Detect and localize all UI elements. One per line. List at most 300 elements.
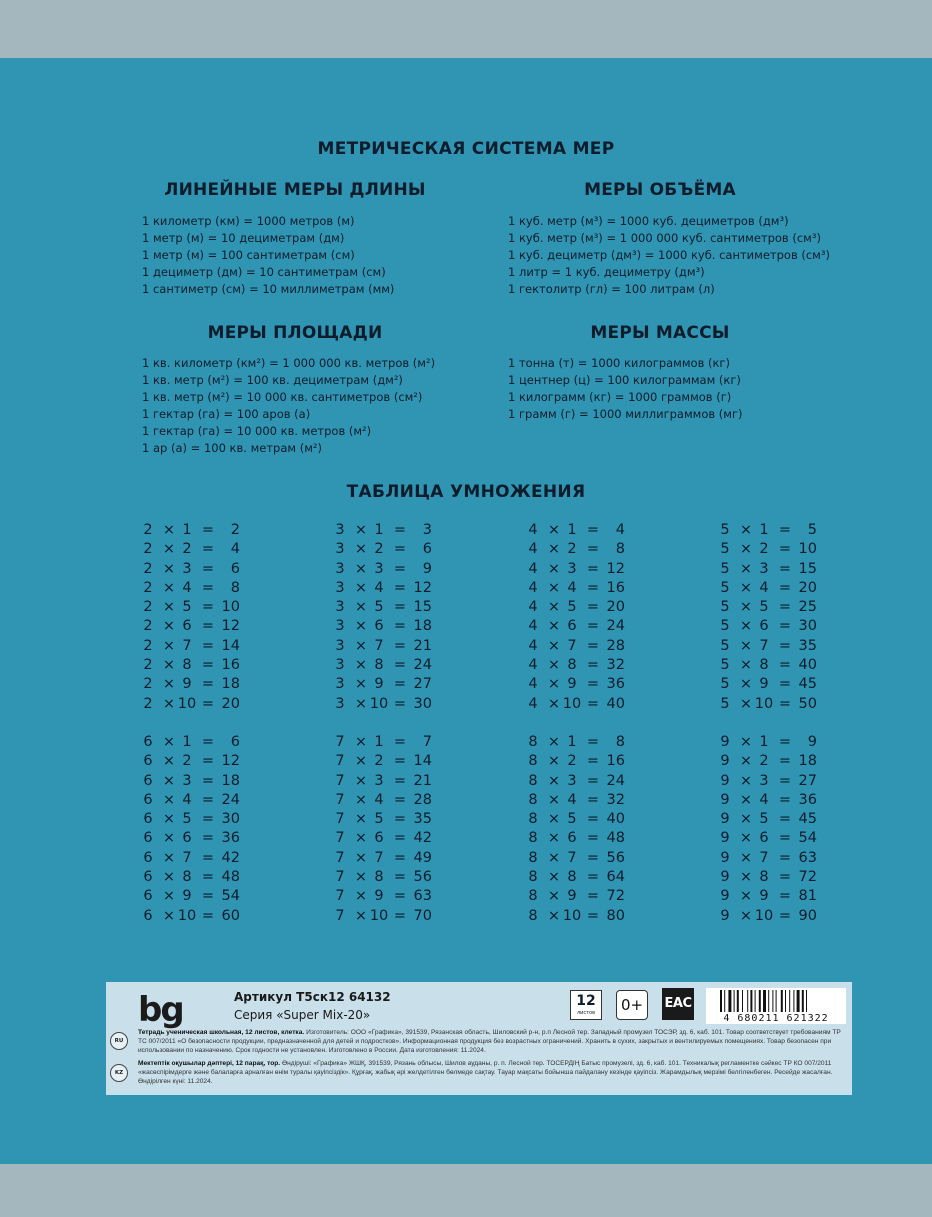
mult-factor-a: 4 — [528, 618, 538, 635]
times-sign: × — [547, 599, 561, 616]
barcode-bar — [742, 990, 743, 1012]
times-sign: × — [162, 676, 176, 693]
times-sign: × — [739, 888, 753, 905]
times-sign: × — [547, 888, 561, 905]
mult-result: 18 — [221, 772, 240, 789]
area-line: 1 ар (а) = 100 кв. метрам (м²) — [142, 441, 322, 455]
mult-factor-a: 2 — [143, 695, 153, 712]
equals-sign: = — [201, 579, 215, 596]
mult-factor-b: 4 — [182, 579, 192, 596]
equals-sign: = — [201, 657, 215, 674]
times-sign: × — [354, 637, 368, 654]
times-sign: × — [162, 579, 176, 596]
mult-row — [527, 638, 627, 657]
sheets-count-badge — [570, 990, 602, 1020]
mult-factor-a: 7 — [335, 849, 345, 866]
equals-sign: = — [201, 541, 215, 558]
mult-factor-b: 3 — [567, 772, 577, 789]
equals-sign: = — [201, 869, 215, 886]
mult-factor-a: 5 — [720, 657, 730, 674]
mult-factor-b: 10 — [562, 907, 582, 924]
mult-result: 54 — [221, 888, 240, 905]
equals-sign: = — [201, 637, 215, 654]
equals-sign: = — [393, 695, 407, 712]
equals-sign: = — [586, 618, 600, 635]
barcode-bar — [759, 990, 761, 1012]
equals-sign: = — [778, 907, 792, 924]
mult-row — [719, 580, 819, 599]
mult-factor-b: 4 — [374, 579, 384, 596]
mult-factor-a: 3 — [335, 618, 345, 635]
mult-row — [719, 599, 819, 618]
mult-result: 49 — [413, 849, 432, 866]
mult-factor-b: 5 — [374, 599, 384, 616]
mult-result: 42 — [413, 830, 432, 847]
mult-row — [334, 561, 434, 580]
mult-result: 12 — [221, 618, 240, 635]
equals-sign: = — [201, 695, 215, 712]
equals-sign: = — [586, 734, 600, 750]
mult-row — [527, 657, 627, 676]
mult-factor-b: 3 — [374, 772, 384, 789]
mult-result: 32 — [606, 657, 625, 674]
equals-sign: = — [201, 849, 215, 866]
barcode-bar — [747, 990, 748, 1012]
barcode-bar — [755, 990, 756, 1012]
mult-result: 64 — [606, 869, 625, 886]
times-sign: × — [739, 560, 753, 577]
times-sign: × — [162, 849, 176, 866]
mult-factor-b: 5 — [759, 599, 769, 616]
mult-factor-b: 2 — [182, 753, 192, 770]
mult-row — [142, 830, 242, 849]
times-sign: × — [354, 560, 368, 577]
times-sign: × — [162, 657, 176, 674]
mult-factor-b: 7 — [182, 637, 192, 654]
mult-factor-a: 7 — [335, 791, 345, 808]
mult-factor-a: 6 — [143, 791, 153, 808]
mult-factor-a: 6 — [143, 830, 153, 847]
mult-factor-b: 4 — [182, 791, 192, 808]
mult-row — [719, 618, 819, 637]
mult-result: 45 — [798, 811, 817, 828]
mult-result: 63 — [798, 849, 817, 866]
mult-factor-b: 5 — [567, 811, 577, 828]
mult-factor-b: 6 — [182, 830, 192, 847]
mult-factor-b: 7 — [759, 849, 769, 866]
mult-factor-a: 7 — [335, 753, 345, 770]
mult-factor-a: 3 — [335, 657, 345, 674]
times-sign: × — [162, 522, 176, 538]
mult-factor-b: 1 — [759, 734, 769, 750]
mult-row — [719, 696, 819, 715]
times-sign: × — [739, 772, 753, 789]
times-sign: × — [354, 753, 368, 770]
times-sign: × — [162, 791, 176, 808]
mult-result: 40 — [606, 695, 625, 712]
mult-row — [719, 541, 819, 560]
mult-row — [142, 696, 242, 715]
mult-row — [142, 522, 242, 541]
barcode-bar — [734, 990, 735, 1012]
ru-product-name: Тетрадь ученическая школьная, 12 листов, клетка. — [138, 1029, 305, 1036]
mult-factor-b: 8 — [374, 657, 384, 674]
equals-sign: = — [778, 541, 792, 558]
mult-result: 18 — [798, 753, 817, 770]
mult-row — [527, 618, 627, 637]
mult-result: 16 — [606, 579, 625, 596]
mult-factor-a: 2 — [143, 676, 153, 693]
mult-factor-a: 2 — [143, 637, 153, 654]
mult-factor-a: 4 — [528, 560, 538, 577]
mult-result: 63 — [413, 888, 432, 905]
mult-factor-a: 8 — [528, 772, 538, 789]
mult-factor-a: 7 — [335, 907, 345, 924]
length-line: 1 километр (км) = 1000 метров (м) — [142, 214, 355, 228]
mult-row — [527, 888, 627, 907]
mult-factor-a: 5 — [720, 695, 730, 712]
mult-row — [334, 522, 434, 541]
equals-sign: = — [393, 522, 407, 538]
mult-factor-b: 5 — [182, 811, 192, 828]
times-sign: × — [547, 541, 561, 558]
mult-factor-b: 1 — [182, 522, 192, 538]
mult-factor-a: 6 — [143, 849, 153, 866]
mult-factor-b: 9 — [759, 676, 769, 693]
mult-factor-a: 7 — [335, 888, 345, 905]
equals-sign: = — [393, 560, 407, 577]
mult-factor-b: 2 — [759, 753, 769, 770]
mult-factor-a: 5 — [720, 579, 730, 596]
mult-row — [527, 792, 627, 811]
mult-result: 30 — [798, 618, 817, 635]
equals-sign: = — [586, 907, 600, 924]
volume-line: 1 куб. дециметр (дм³) = 1000 куб. сантиметров (см³) — [508, 248, 830, 262]
mult-factor-a: 4 — [528, 579, 538, 596]
mult-result: 14 — [221, 637, 240, 654]
mult-row — [142, 618, 242, 637]
times-sign: × — [547, 772, 561, 789]
times-sign: × — [547, 522, 561, 538]
equals-sign: = — [393, 772, 407, 789]
barcode-bar — [772, 990, 773, 1012]
mult-row — [334, 676, 434, 695]
ru-description — [138, 1029, 846, 1055]
times-sign: × — [162, 772, 176, 789]
mult-result: 56 — [413, 869, 432, 886]
mult-factor-b: 9 — [567, 888, 577, 905]
equals-sign: = — [586, 772, 600, 789]
mult-row — [334, 811, 434, 830]
mult-factor-b: 10 — [369, 695, 389, 712]
times-sign: × — [547, 907, 561, 924]
kz-details: Өндіруші: «Графика» ЖШҚ, 391539, Рязань облысы, Шилов ауданы, р. п. Лесной тер. ТОСЕРДІҢ Батыс промузелі, зд. 6, каб. 101. Техникалық регламентке сәйкес ТР КО 007/2011 «жасөспірімдерге және балаларға арналған өнім туралы қауіпсіздік». Құрғақ, жабық әрі желдетілген бөлмеде сақтау. Тауар мақсаты бойынша пайдалану кезінде қауіпсіз. Жарамдылық мерзімі белгіленбеген. Ресейде жасалған. Өндірілген күні: 11.2024. — [138, 1060, 833, 1085]
times-sign: × — [547, 579, 561, 596]
times-sign: × — [547, 791, 561, 808]
times-sign: × — [547, 734, 561, 750]
times-sign: × — [354, 907, 368, 924]
times-sign: × — [739, 541, 753, 558]
equals-sign: = — [586, 791, 600, 808]
times-sign: × — [547, 811, 561, 828]
mult-factor-b: 1 — [567, 734, 577, 750]
mult-factor-a: 4 — [528, 676, 538, 693]
equals-sign: = — [778, 599, 792, 616]
equals-sign: = — [586, 522, 600, 538]
mult-result: 6 — [422, 541, 432, 558]
equals-sign: = — [778, 772, 792, 789]
mult-result: 8 — [230, 579, 240, 596]
barcode-bar — [797, 990, 800, 1012]
equals-sign: = — [586, 849, 600, 866]
mult-factor-a: 5 — [720, 676, 730, 693]
mult-result: 28 — [413, 791, 432, 808]
mult-factor-b: 2 — [567, 541, 577, 558]
times-sign: × — [547, 637, 561, 654]
mult-row — [142, 811, 242, 830]
mass-line: 1 тонна (т) = 1000 килограммов (кг) — [508, 356, 730, 370]
times-sign: × — [739, 753, 753, 770]
mult-result: 35 — [798, 637, 817, 654]
mult-factor-a: 4 — [528, 657, 538, 674]
barcode-bar — [789, 990, 790, 1012]
mult-factor-b: 9 — [567, 676, 577, 693]
mult-factor-a: 2 — [143, 522, 153, 538]
mult-factor-b: 2 — [182, 541, 192, 558]
mult-row — [142, 850, 242, 869]
mult-row — [527, 753, 627, 772]
mult-result: 40 — [798, 657, 817, 674]
mult-result: 20 — [798, 579, 817, 596]
times-sign: × — [547, 695, 561, 712]
mult-result: 4 — [615, 522, 625, 538]
mass-line: 1 килограмм (кг) = 1000 граммов (г) — [508, 390, 732, 404]
mult-result: 6 — [230, 734, 240, 750]
mult-row — [334, 908, 434, 927]
times-sign: × — [162, 637, 176, 654]
length-list — [142, 213, 394, 298]
mult-factor-a: 6 — [143, 734, 153, 750]
times-sign: × — [739, 676, 753, 693]
mult-factor-b: 6 — [182, 618, 192, 635]
mult-factor-a: 9 — [720, 830, 730, 847]
times-sign: × — [354, 849, 368, 866]
times-sign: × — [354, 522, 368, 538]
section-title-area: МЕРЫ ПЛОЩАДИ — [207, 323, 383, 343]
equals-sign: = — [393, 869, 407, 886]
times-sign: × — [354, 869, 368, 886]
mult-factor-b: 10 — [177, 907, 197, 924]
mult-factor-b: 7 — [182, 849, 192, 866]
mult-row — [527, 773, 627, 792]
mult-factor-b: 4 — [759, 791, 769, 808]
mult-factor-b: 1 — [374, 522, 384, 538]
mult-factor-a: 6 — [143, 753, 153, 770]
mult-row — [334, 599, 434, 618]
mult-factor-b: 3 — [182, 560, 192, 577]
mult-row — [719, 657, 819, 676]
mult-result: 16 — [221, 657, 240, 674]
mult-factor-a: 2 — [143, 657, 153, 674]
mult-factor-a: 9 — [720, 869, 730, 886]
mult-factor-b: 1 — [374, 734, 384, 750]
times-sign: × — [354, 734, 368, 750]
mult-block-8 — [527, 734, 627, 927]
mult-result: 6 — [230, 560, 240, 577]
mult-factor-a: 5 — [720, 637, 730, 654]
mult-factor-b: 6 — [567, 830, 577, 847]
mult-row — [719, 869, 819, 888]
equals-sign: = — [201, 734, 215, 750]
mult-factor-a: 4 — [528, 637, 538, 654]
mult-factor-a: 8 — [528, 888, 538, 905]
multiplication-title: ТАБЛИЦА УМНОЖЕНИЯ — [346, 482, 586, 502]
mult-result: 12 — [606, 560, 625, 577]
mult-factor-b: 8 — [182, 869, 192, 886]
mult-factor-b: 10 — [754, 695, 774, 712]
mult-factor-a: 2 — [143, 560, 153, 577]
times-sign: × — [739, 830, 753, 847]
mult-result: 4 — [230, 541, 240, 558]
barcode-bar — [785, 990, 786, 1012]
sheets-number: 12 — [576, 993, 596, 1009]
sheets-word: листов — [576, 1010, 596, 1016]
kz-product-name: Мектептік оқушылар дәптері, 12 парақ, тор. — [138, 1060, 281, 1067]
equals-sign: = — [778, 849, 792, 866]
mult-result: 9 — [422, 560, 432, 577]
equals-sign: = — [778, 753, 792, 770]
equals-sign: = — [201, 676, 215, 693]
equals-sign: = — [778, 657, 792, 674]
mult-row — [527, 676, 627, 695]
equals-sign: = — [586, 695, 600, 712]
mult-factor-b: 8 — [374, 869, 384, 886]
mult-row — [719, 734, 819, 753]
mult-row — [527, 850, 627, 869]
mult-factor-b: 2 — [374, 753, 384, 770]
barcode-bar — [724, 990, 725, 1012]
equals-sign: = — [201, 791, 215, 808]
mult-row — [527, 599, 627, 618]
mult-factor-a: 8 — [528, 734, 538, 750]
equals-sign: = — [586, 657, 600, 674]
kz-description — [138, 1060, 846, 1086]
mult-factor-a: 8 — [528, 830, 538, 847]
mult-factor-a: 8 — [528, 753, 538, 770]
equals-sign: = — [393, 907, 407, 924]
equals-sign: = — [201, 888, 215, 905]
mult-block-4 — [527, 522, 627, 715]
mult-result: 21 — [413, 637, 432, 654]
times-sign: × — [739, 791, 753, 808]
mult-factor-b: 5 — [567, 599, 577, 616]
times-sign: × — [739, 618, 753, 635]
times-sign: × — [354, 579, 368, 596]
area-line: 1 кв. километр (км²) = 1 000 000 кв. метров (м²) — [142, 356, 436, 370]
mult-row — [527, 561, 627, 580]
barcode-bar — [750, 990, 752, 1012]
equals-sign: = — [778, 522, 792, 538]
mult-result: 3 — [422, 522, 432, 538]
mult-factor-a: 9 — [720, 791, 730, 808]
barcode-bar — [802, 990, 804, 1012]
mult-factor-a: 8 — [528, 791, 538, 808]
mult-row — [527, 908, 627, 927]
equals-sign: = — [586, 676, 600, 693]
equals-sign: = — [201, 772, 215, 789]
mult-factor-b: 4 — [374, 791, 384, 808]
mult-factor-b: 6 — [567, 618, 577, 635]
mult-factor-b: 7 — [759, 637, 769, 654]
mult-row — [142, 638, 242, 657]
volume-list — [508, 213, 830, 298]
mult-factor-a: 3 — [335, 676, 345, 693]
mult-factor-b: 1 — [567, 522, 577, 538]
equals-sign: = — [393, 753, 407, 770]
mult-result: 7 — [422, 734, 432, 750]
mult-result: 2 — [230, 522, 240, 538]
equals-sign: = — [393, 811, 407, 828]
length-line: 1 дециметр (дм) = 10 сантиметрам (см) — [142, 265, 386, 279]
mult-factor-a: 9 — [720, 888, 730, 905]
mult-row — [142, 561, 242, 580]
times-sign: × — [547, 657, 561, 674]
area-list — [142, 355, 435, 457]
mult-result: 36 — [221, 830, 240, 847]
mult-result: 10 — [221, 599, 240, 616]
mult-factor-b: 5 — [374, 811, 384, 828]
equals-sign: = — [586, 830, 600, 847]
mult-factor-b: 9 — [374, 888, 384, 905]
mult-result: 24 — [606, 618, 625, 635]
mult-row — [719, 522, 819, 541]
brand-logo: bg — [138, 990, 183, 1030]
mult-factor-a: 7 — [335, 869, 345, 886]
mult-result: 40 — [606, 811, 625, 828]
equals-sign: = — [586, 560, 600, 577]
mult-factor-b: 9 — [374, 676, 384, 693]
equals-sign: = — [586, 541, 600, 558]
times-sign: × — [354, 599, 368, 616]
mult-factor-a: 6 — [143, 772, 153, 789]
mult-factor-b: 8 — [567, 657, 577, 674]
mult-factor-b: 6 — [759, 618, 769, 635]
mult-result: 72 — [606, 888, 625, 905]
mult-result: 5 — [807, 522, 817, 538]
mult-result: 50 — [798, 695, 817, 712]
mult-result: 80 — [606, 907, 625, 924]
mult-row — [142, 773, 242, 792]
barcode-bar — [768, 990, 769, 1012]
mult-block-6 — [142, 734, 242, 927]
mult-row — [142, 580, 242, 599]
mult-row — [719, 888, 819, 907]
mult-block-9 — [719, 734, 819, 927]
equals-sign: = — [393, 830, 407, 847]
mult-factor-b: 7 — [567, 849, 577, 866]
mult-row — [719, 676, 819, 695]
mult-factor-a: 2 — [143, 599, 153, 616]
mult-result: 27 — [413, 676, 432, 693]
mult-row — [527, 580, 627, 599]
mult-factor-a: 9 — [720, 849, 730, 866]
lang-badge-ru: RU — [110, 1032, 128, 1050]
mult-result: 24 — [606, 772, 625, 789]
mass-line: 1 центнер (ц) = 100 килограммам (кг) — [508, 373, 741, 387]
mult-factor-a: 3 — [335, 637, 345, 654]
mult-block-3 — [334, 522, 434, 715]
mult-result: 81 — [798, 888, 817, 905]
